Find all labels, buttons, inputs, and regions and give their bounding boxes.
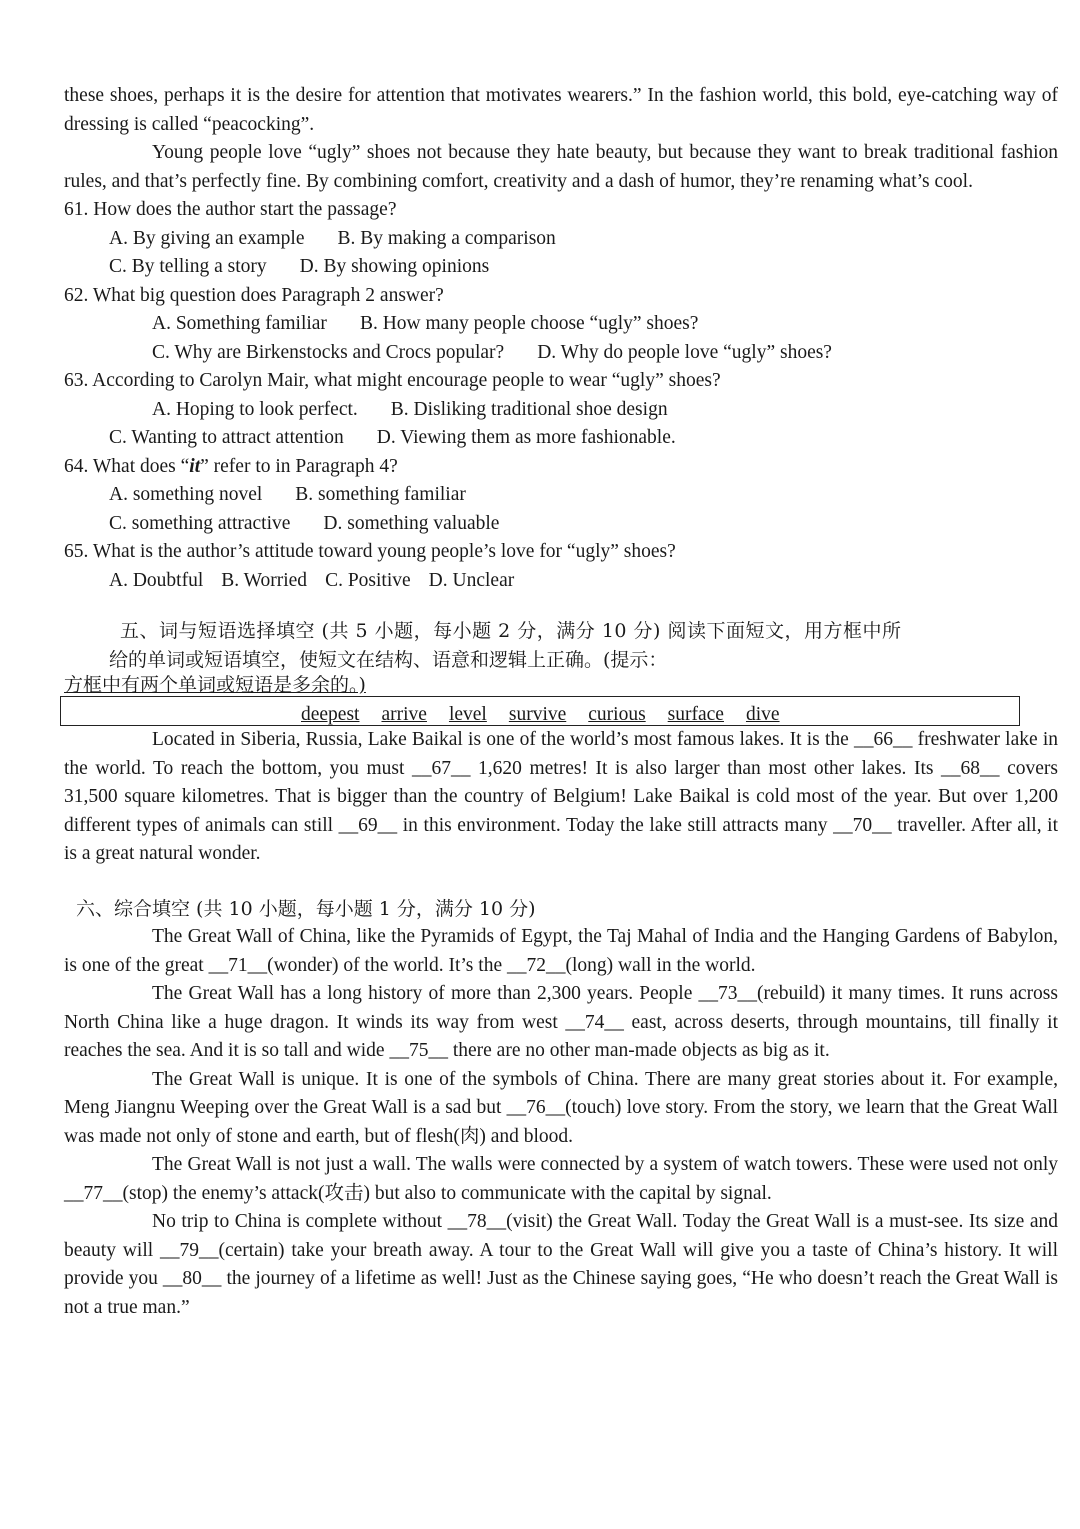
great-wall-paragraph-4: The Great Wall is not just a wall. The walls were connected by a system of watch towers. These were used not only __77__(stop) the enemy’s attack(攻击) but also to communicate with the capital by signal.: [64, 1154, 1058, 1204]
question-63-options-row2: [64, 424, 1058, 453]
question-64-it: it: [189, 455, 201, 477]
option[interactable]: D. Unclear: [428, 569, 515, 591]
lake-baikal-passage: Located in Siberia, Russia, Lake Baikal is one of the world’s most famous lakes. It is the __66__ freshwater lake in the world. To reach the bottom, you must __67__ 1,620 metres! It is also larger than most other lakes. Its __68__ covers 31,500 square kilometres. That is bigger than the country of Belgium! Lake Baikal is cold most of the year. But over 1,200 different types of animals can still __69__ in this environment. Today the lake still attracts many __70__ traveller. After all, it is a great natural wonder.: [64, 729, 1058, 864]
section-6-heading: 六、综合填空 (共 10 小题，每小题 1 分，满分 10 分): [76, 897, 536, 920]
word-bank-item: dive: [745, 704, 780, 725]
word-bank-box: [60, 696, 1020, 726]
option[interactable]: D. Why do people love “ugly” shoes?: [537, 341, 832, 363]
option[interactable]: C. By telling a story: [109, 256, 267, 277]
question-62-options-row2: [64, 339, 1058, 368]
option[interactable]: B. How many people choose “ugly” shoes?: [359, 313, 699, 334]
great-wall-paragraph-5: No trip to China is complete without __78__(visit) the Great Wall. Today the Great Wall is a must-see. Its size and beauty will __79__(certain) take your breath away. A tour to the Great Wall will give you a taste of China’s history. It will provide you __80__ the journey of a lifetime as well! Just as the Chinese saying goes, “He who doesn’t reach the Great Wall is not a true man.”: [64, 1211, 1058, 1318]
question-62-options-row1: [64, 310, 1058, 339]
option[interactable]: D. something valuable: [323, 512, 500, 534]
question-61: 61. How does the author start the passage?: [64, 199, 397, 220]
option[interactable]: B. By making a comparison: [337, 227, 556, 249]
option[interactable]: A. something novel: [109, 484, 263, 505]
option[interactable]: B. something familiar: [295, 484, 466, 505]
section-5-heading-line2: 给的单词或短语填空，使短文在结构、语意和逻辑上正确。(提示：: [109, 648, 668, 671]
great-wall-paragraph-1: The Great Wall of China, like the Pyramids of Egypt, the Taj Mahal of India and the Hanging Gardens of Babylon, is one of the great __71__(wonder) of the world. It’s the __72__(long) wall in the world.: [64, 926, 1058, 976]
word-bank-item: surface: [667, 704, 724, 725]
word-bank-item: deepest: [301, 704, 360, 725]
section-5-heading-line3: 方框中有两个单词或短语是多余的。): [64, 674, 366, 696]
option[interactable]: A. Doubtful: [109, 569, 204, 591]
option[interactable]: D. By showing opinions: [299, 256, 490, 277]
question-64: [64, 453, 1058, 482]
option[interactable]: C. Wanting to attract attention: [109, 427, 344, 448]
option[interactable]: D. Viewing them as more fashionable.: [376, 427, 676, 448]
option[interactable]: A. Something familiar: [152, 313, 327, 334]
option[interactable]: C. something attractive: [109, 512, 291, 534]
question-64-stem-start: 64. What does “: [64, 455, 190, 477]
intro-paragraph-1: these shoes, perhaps it is the desire for attention that motivates wearers.” In the fashion world, this bold, eye-catching way of dressing is called “peacocking”.: [64, 85, 1058, 135]
question-64-options-row1: [64, 481, 1058, 510]
exam-page: [64, 82, 1058, 1322]
intro-paragraph-2: Young people love “ugly” shoes not because they hate beauty, but because they want to break traditional fashion rules, and that’s perfectly fine. By combining comfort, creativity and a dash of humor, they’re renaming what’s cool.: [64, 142, 1058, 192]
word-bank-item: survive: [508, 704, 567, 725]
question-61-options-row1: [64, 225, 1058, 254]
question-63-options-row1: [64, 396, 1058, 425]
question-65: 65. What is the author’s attitude toward young people’s love for “ugly” shoes?: [64, 541, 676, 562]
great-wall-paragraph-3: The Great Wall is unique. It is one of the symbols of China. There are many great stories about it. For example, Meng Jiangnu Weeping over the Great Wall is a sad but __76__(touch) love story. From the story, we learn that the Great Wall was made not only of stone and earth, but of flesh(肉) and blood.: [64, 1068, 1058, 1147]
question-65-options: [64, 567, 1058, 596]
question-62: 62. What big question does Paragraph 2 answer?: [64, 284, 444, 306]
option[interactable]: B. Worried: [221, 569, 308, 591]
question-61-options-row2: [64, 253, 1058, 282]
section-5-heading: 五、词与短语选择填空 (共 5 小题，每小题 2 分，满分 10 分) 阅读下面短文，用方框中所: [120, 620, 902, 642]
great-wall-paragraph-2: The Great Wall has a long history of more than 2,300 years. People __73__(rebuild) it many times. It runs across North China like a huge dragon. It winds its way from west __74__ east, across deserts, through mountains, till finally it reaches the sea. And it is so tall and wide __75__ there are no other man-made objects as big as it.: [64, 983, 1058, 1061]
word-bank: [301, 701, 780, 726]
word-bank-item: level: [448, 704, 487, 725]
question-63: 63. According to Carolyn Mair, what might encourage people to wear “ugly” shoes?: [64, 370, 721, 391]
option[interactable]: B. Disliking traditional shoe design: [390, 398, 668, 420]
question-64-options-row2: [64, 510, 1058, 539]
option[interactable]: A. By giving an example: [109, 227, 305, 249]
question-64-stem-end: ” refer to in Paragraph 4?: [200, 455, 398, 477]
word-bank-item: arrive: [381, 704, 427, 725]
option[interactable]: C. Why are Birkenstocks and Crocs popular?: [152, 341, 505, 363]
option[interactable]: C. Positive: [325, 569, 411, 591]
option[interactable]: A. Hoping to look perfect.: [152, 398, 358, 420]
word-bank-item: curious: [588, 704, 646, 725]
